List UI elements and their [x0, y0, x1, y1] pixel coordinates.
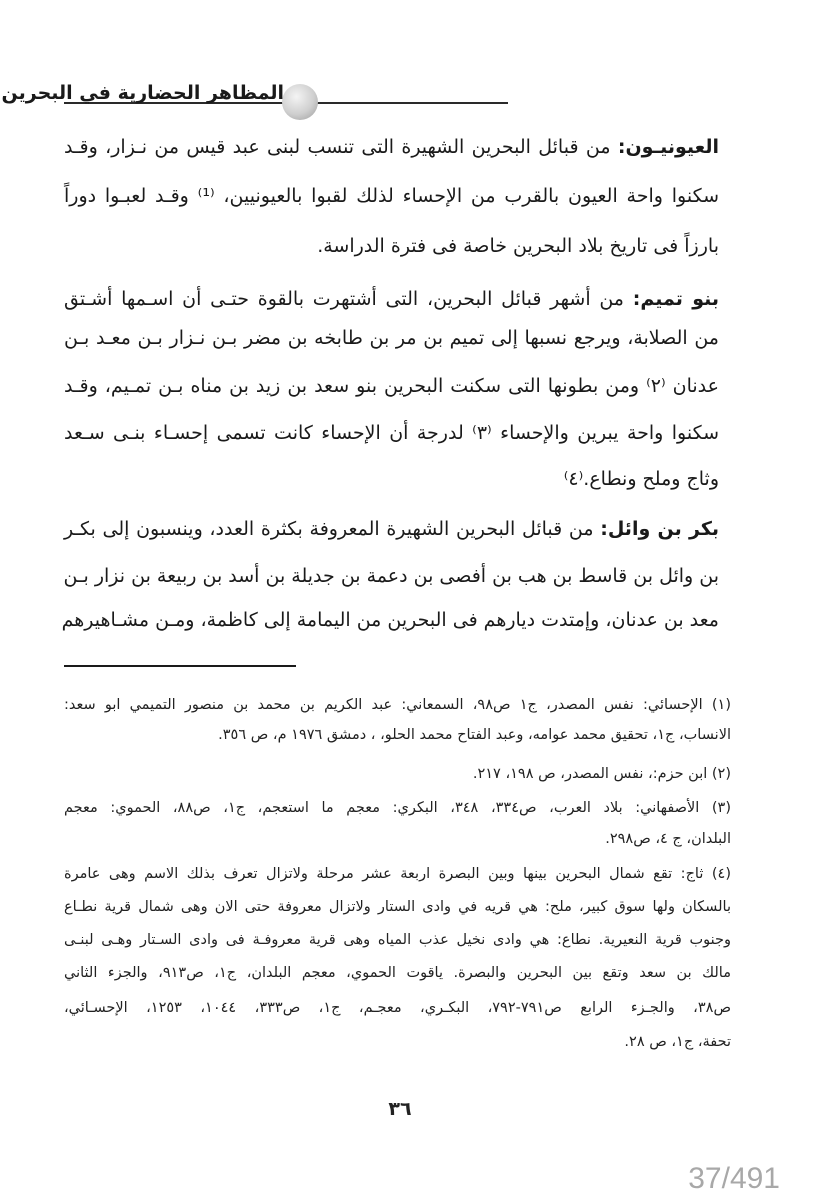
paragraph-line: بارزاً فى تاريخ بلاد البحرين خاصة فى فترة الدراسة.	[317, 235, 719, 257]
footnote-line: (٣) الأصفهاني: بلاد العرب، ص٣٣٤، ٣٤٨، البكري: معجم ما استعجم، ج١، ص٨٨، الحموي: معجم	[64, 800, 731, 816]
footnote-line: (١) الإحسائي: نفس المصدر، ج١ ص٩٨، السمعاني: عبد الكريم بن محمد بن منصور التميمي ابو سعد:	[64, 697, 731, 713]
paragraph-line: سكنوا واحة العيون بالقرب من الإحساء لذلك لقبوا بالعيونيين، ⁽¹⁾ وقـد لعبـوا دوراً	[64, 185, 719, 207]
footnote-line: ص٣٨، والجـزء الرابع ص٧٩١-٧٩٢، البكـري، معجـم، ج١، ص٣٣٣، ١٠٤٤، ١٢٥٣، الإحسـائي،	[64, 1000, 731, 1016]
footnote-line: (٤) ثاج: تقع شمال البحرين بينها وبين البصرة اربعة عشر مرحلة ولاتزال تعرف بذلك الاسم وهى عامرة	[64, 866, 731, 882]
header-ornament	[282, 84, 318, 120]
paragraph-line: بن وائل بن قاسط بن هب بن أفصى بن دعمة بن جديلة بن أسد بن ربيعة بن نزار بـن	[63, 565, 719, 587]
paragraph-line: العيونيـون: من قبائل البحرين الشهيرة التى تنسب لبنى عبد قيس من نـزار، وقـد	[64, 136, 719, 158]
footnote-line: تحفة، ج١، ص ٢٨.	[624, 1034, 731, 1050]
footnote-line: مالك بن سعد وتقع بين البحرين والبصرة. ياقوت الحموي، معجم البلدان، ج١، ص٩١٣، والجزء الثاني	[64, 965, 731, 981]
footnote-separator	[64, 665, 296, 667]
paragraph-line: من الصلابة، ويرجع نسبها إلى تميم بن مر بن طابخه بن مضر بـن نـزار بـن معـد بـن	[64, 327, 719, 349]
paragraph-line: وثاج وملح ونطاع.⁽٤⁾	[563, 468, 719, 490]
footnote-line: وجنوب قرية النعيرية. نطاع: هي وادى نخيل عذب المياه وهى قرية معروفـة فى وادى السـتار وهـى لبنـى	[64, 932, 731, 948]
paragraph-line: سكنوا واحة يبرين والإحساء ⁽٣⁾ لدرجة أن الإحساء كانت تسمى إحسـاء بنـى سـعد	[64, 422, 719, 444]
term-heading: بنو تميم:	[632, 288, 720, 310]
footnote-line: بالسكان ولها سوق كبير، ملح: هي قريه في وادى الستار ولاتزال معروفة حتى الان وهى شمال قرية نطـاع	[64, 899, 731, 915]
term-heading: العيونيـون:	[617, 136, 719, 158]
page-number: ٣٦	[388, 1098, 412, 1120]
running-header-title: المظاهر الحضارية في البحرين	[1, 82, 284, 104]
viewer-page-counter: 37/491	[688, 1162, 780, 1195]
footnote-line: (٢) ابن حزم:، نفس المصدر، ص ١٩٨، ٢١٧.	[472, 766, 731, 782]
paragraph-line: عدنان ⁽٢⁾ ومن بطونها التى سكنت البحرين بنو سعد بن زيد بن مناه بـن تمـيم، وقـد	[64, 375, 719, 397]
paragraph-line: معد بن عدنان، وإمتدت ديارهم فى البحرين من اليمامة إلى كاظمة، ومـن مشـاهيرهم	[61, 609, 719, 631]
footnote-line: الانساب، ج١، تحقيق محمد عوامه، وعبد الفتاح محمد الحلو، ، دمشق ١٩٧٦ م، ص ٣٥٦.	[218, 727, 731, 743]
paragraph-line: بنو تميم: من أشهر قبائل البحرين، التى أشتهرت بالقوة حتـى أن اسـمها أشـتق	[64, 288, 720, 310]
paragraph-line: بكر بن وائل: من قبائل البحرين الشهيرة المعروفة بكثرة العدد، وينسبون إلى بكـر	[64, 518, 720, 540]
footnote-line: البلدان، ج ٤، ص٢٩٨.	[605, 831, 731, 847]
term-heading: بكر بن وائل:	[600, 518, 720, 540]
